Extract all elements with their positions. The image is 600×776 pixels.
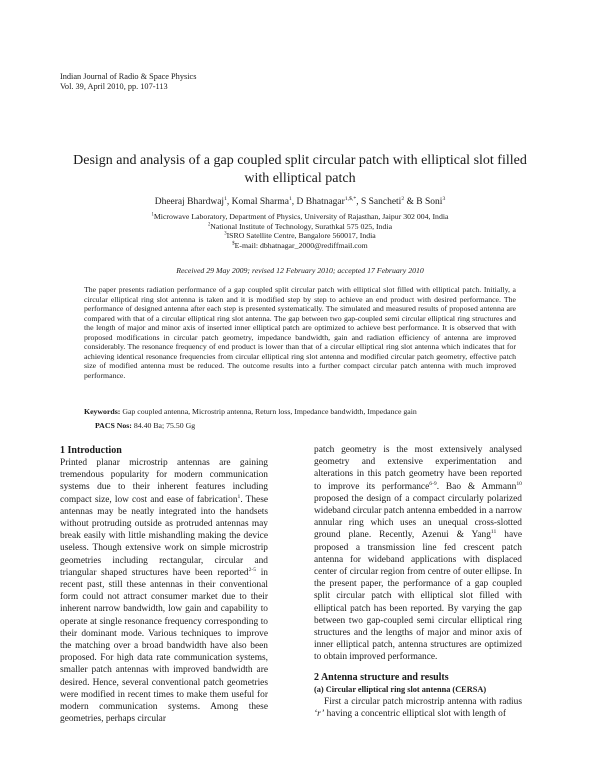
section-heading-antenna-structure: 2 Antenna structure and results bbox=[314, 671, 449, 683]
author-name: S Sancheti bbox=[360, 197, 402, 207]
author-name: B Soni bbox=[416, 197, 443, 207]
received-dates: Received 29 May 2009; revised 12 February 2010; accepted 17 February 2010 bbox=[176, 266, 424, 275]
keywords bbox=[84, 407, 516, 416]
author-name: D Bhatnagar bbox=[296, 197, 345, 207]
paper-title: Design and analysis of a gap coupled split circular patch with elliptical slot filled with elliptical patch bbox=[73, 153, 527, 186]
pacs-numbers bbox=[95, 421, 195, 430]
intro-paragraph-continued: patch geometry is the most extensively analysed geometry and extensive experimentation and alterations in this patch geometry have been reported to improve its performance$^{6-9}$. Bao & Ammann$^{10}$ proposed the design of a compact circularly polarized wideband circular patch antenna embedded in a narrow annular ring which uses an unequal cross-slotted ground plane. Recently, Azenui & Yang$^{11}$ have proposed a transmission line fed crescent patch antenna for wideband applications with displaced center of circular region from centre of outer ellipse. In the present paper, the performance of a gap coupled split circular patch with elliptical slot filled with elliptical patch has been reported. By varying the gap between two gap-coupled semi circular elliptical ring structures and the lengths of major and minor axis of inner elliptical patch, antenna structures are optimized to obtain improved performance. bbox=[314, 445, 522, 663]
journal-name: Indian Journal of Radio & Space Physics bbox=[60, 72, 197, 81]
pacs-text: 84.40 Ba; 75.50 Gg bbox=[133, 421, 196, 430]
affiliations bbox=[60, 212, 540, 250]
journal-volume: Vol. 39, April 2010, pp. 107-113 bbox=[60, 82, 168, 91]
right-column bbox=[314, 444, 522, 720]
affiliation: $^1$Microwave Laboratory, Department of Physics, University of Rajasthan, Jaipur 302 004, India bbox=[151, 212, 449, 221]
keywords-label: Keywords: bbox=[84, 407, 121, 416]
subsection-heading-cersa: (a) Circular elliptical ring slot antenna (CERSA) bbox=[314, 684, 487, 694]
journal-header bbox=[60, 72, 196, 92]
section-heading-introduction: 1 Introduction bbox=[60, 445, 122, 456]
author-name: Komal Sharma bbox=[231, 197, 289, 207]
abstract: The paper presents radiation performance of a gap coupled split circular patch with elliptical slot filled with elliptical patch. Initially, a circular elliptical ring slot antenna is taken and it is modified step by step to achieve an end product with desired performance. The performance of designed antenna after each step is presented systematically. The simulated and measured results of proposed antenna are compared with that of a circular elliptical ring slot antenna. The gap between two gap-coupled semi circular elliptical ring structures and the length of major and minor axis of inserted inner elliptical patch are optimized to achieve best performance. It is observed that with proposed modifications in circular patch geometry, impedance bandwidth, gain and radiation efficiency of antenna are improved considerably. The resonance frequency of end product is lower than that of a circular elliptical ring slot antenna which indicates that for achieving identical resonance frequencies from circular elliptical ring slot antenna and modified circular patch geometry, effective patch size of modified antenna must be reduced. The outcome results into a further compact circular patch antenna with much improved performance. bbox=[84, 285, 516, 380]
author-list: Dheeraj Bhardwaj$^1$, Komal Sharma$^1$, D Bhatnagar$^{1,\$,*}$, S Sancheti$^2$ & B Soni$^3$ bbox=[154, 195, 446, 207]
affiliation: $^2$National Institute of Technology, Surathkal 575 025, India bbox=[207, 221, 393, 231]
left-column bbox=[60, 444, 268, 725]
author-name: Dheeraj Bhardwaj bbox=[154, 197, 225, 207]
section2-paragraph: First a circular patch microstrip antenna with radius ‘r’ having a concentric elliptical slot with length of bbox=[314, 696, 522, 719]
affiliation: $^3$ISRO Satellite Centre, Bangalore 560017, India bbox=[224, 231, 376, 241]
pacs-label: PACS Nos: bbox=[95, 421, 132, 430]
keywords-text: Gap coupled antenna, Microstrip antenna, Return loss, Impedance bandwidth, Impedance gain bbox=[122, 407, 417, 416]
affiliation-email: $E-mail: dbhatnagar_2000@rediffmail.com bbox=[232, 240, 368, 250]
intro-paragraph: Printed planar microstrip antennas are gaining tremendous popularity for modern communication systems due to their inherent features including compact size, low cost and ease of fabrication$^1$. These antennas may be neatly integrated into the handsets without protruding outside as protruded antennas may break easily with little mishandling making the device useless. Though extensive work on simple microstrip geometries including rectangular, circular and triangular shaped structures have been reported$^{2-5}$ in recent past, still these antennas in their conventional form could not attract consumer market due to their inherent narrow bandwidth, low gain and capability to operate at single resonance frequency corresponding to their dominant mode. Various techniques to improve the matching over a broad bandwidth have also been proposed. For high data rate communication systems, smaller patch antennas with improved bandwidth are desired. Hence, several conventional patch geometries were modified in recent times to make them useful for modern communication systems. Among these geometries, perhaps circular bbox=[60, 458, 269, 725]
